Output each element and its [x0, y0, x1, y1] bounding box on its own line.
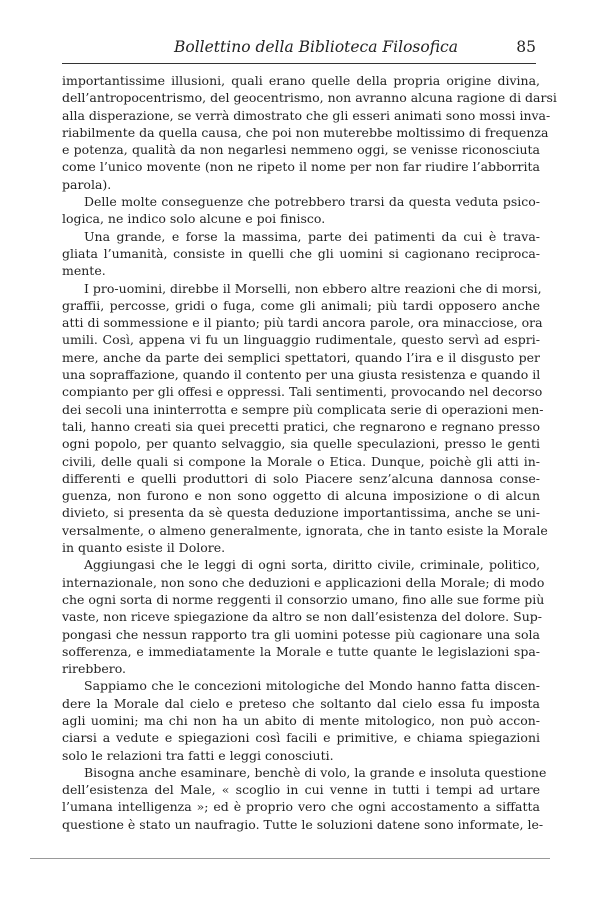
text-line: logica, ne indico solo alcune e poi finisco.	[62, 211, 326, 227]
text-line: ogni popolo, per quanto selvaggio, sia quelle speculazioni, presso le genti	[62, 436, 540, 452]
text-line: che ogni sorta di norme reggenti il consorzio umano, fino alle sue forme più	[62, 591, 545, 607]
page-number: 85	[516, 38, 536, 56]
text-line: Sappiamo che le concezioni mitologiche del Mondo hanno fatta discen-	[84, 678, 540, 694]
text-line: Aggiungasi che le leggi di ogni sorta, diritto civile, criminale, politico,	[84, 557, 540, 573]
text-line: civili, delle quali si compone la Morale o Etica. Dunque, poichè gli atti in-	[62, 453, 540, 469]
text-line: divieto, si presenta da sè questa deduzione importantissima, anche se uni-	[62, 505, 540, 521]
header-rule	[62, 63, 536, 64]
footer-rule	[30, 858, 550, 859]
text-line: Delle molte conseguenze che potrebbero trarsi da questa veduta psico-	[84, 194, 540, 210]
text-line: graffii, percosse, gridi o fuga, come gli animali; più tardi opposero anche	[62, 297, 540, 313]
text-line: vaste, non riceve spiegazione da altro se non dall’esistenza del dolore. Sup-	[62, 609, 542, 625]
text-line: l’umana intelligenza »; ed è proprio vero che ogni accostamento a siffatta	[62, 799, 540, 815]
text-line: dell’esistenza del Male, « scoglio in cui venne in tutti i tempi ad urtare	[62, 782, 540, 798]
text-line: questione è stato un naufragio. Tutte le soluzioni datene sono informate, le-	[62, 816, 544, 832]
text-line: gliata l’umanità, consiste in quelli che gli uomini si cagionano reciproca-	[62, 245, 540, 261]
text-line: ciarsi a vedute e spiegazioni così facili e primitive, e chiama spiegazioni	[62, 730, 540, 746]
text-line: alla disperazione, se verrà dimostrato che gli esseri animati sono mossi inva-	[62, 107, 551, 123]
text-line: rirebbero.	[62, 661, 127, 677]
text-line: versalmente, o almeno generalmente, ignorata, che in tanto esiste la Morale	[62, 522, 548, 538]
text-line: mere, anche da parte dei semplici spettatori, quando l’ira e il disgusto per	[62, 349, 540, 365]
text-line: solo le relazioni tra fatti e leggi conosciuti.	[62, 747, 334, 763]
text-line: in quanto esiste il Dolore.	[62, 540, 226, 556]
text-line: compianto per gli offesi e oppressi. Tali sentimenti, provocando nel decorso	[62, 384, 543, 400]
text-line: Una grande, e forse la massima, parte dei patimenti da cui è trava-	[84, 228, 540, 244]
text-line: atti di sommessione e il pianto; più tardi ancora parole, ora minacciose, ora	[62, 315, 543, 331]
text-line: tali, hanno creati sia quei precetti pratici, che regnarono e regnano presso	[62, 418, 540, 434]
text-line: importantissime illusioni, quali erano quelle della propria origine divina,	[62, 73, 540, 88]
text-line: internazionale, non sono che deduzioni e applicazioni della Morale; di modo	[62, 574, 545, 590]
text-line: parola).	[62, 176, 112, 192]
text-line: umili. Così, appena vi fu un linguaggio rudimentale, questo servì ad espri-	[62, 332, 540, 348]
text-line: agli uomini; ma chi non ha un abito di mente mitologico, non può accon-	[62, 712, 540, 728]
text-line: I pro-uomini, direbbe il Morselli, non ebbero altre reazioni che di morsi,	[84, 280, 542, 296]
text-line: una sopraffazione, quando il contento per una giusta resistenza e quando il	[62, 367, 541, 383]
text-line: guenza, non furono e non sono oggetto di alcuna imposizione o di alcun	[62, 488, 540, 504]
running-header	[62, 38, 536, 62]
text-line: dere la Morale dal cielo e preteso che soltanto dal cielo essa fu imposta	[62, 695, 540, 711]
text-line: mente.	[62, 263, 106, 279]
text-line: sofferenza, e immediatamente la Morale e tutte quante le legislazioni spa-	[62, 643, 540, 659]
text-line: riabilmente da quella causa, che poi non muterebbe moltissimo di frequenza	[62, 124, 549, 140]
text-line: differenti e quelli produttori di solo Piacere senz’alcuna dannosa conse-	[62, 470, 540, 486]
text-line: Bisogna anche esaminare, benchè di volo, la grande e insoluta questione	[84, 764, 547, 780]
running-title: Bollettino della Biblioteca Filosofica	[174, 38, 458, 56]
text-line: dei secoli una ininterrotta e sempre più complicata serie di operazioni men-	[62, 401, 544, 417]
text-line: come l’unico movente (non ne ripeto il nome per non far riudire l’abborrita	[62, 159, 540, 175]
text-line: dell’antropocentrismo, del geocentrismo, non avranno alcuna ragione di darsi	[62, 90, 557, 106]
body-text	[62, 72, 557, 833]
text-line: pongasi che nessun rapporto tra gli uomini potesse più cagionare una sola	[62, 626, 540, 642]
text-line: e potenza, qualità da non negarlesi nemmeno oggi, se venisse riconosciuta	[62, 142, 540, 158]
